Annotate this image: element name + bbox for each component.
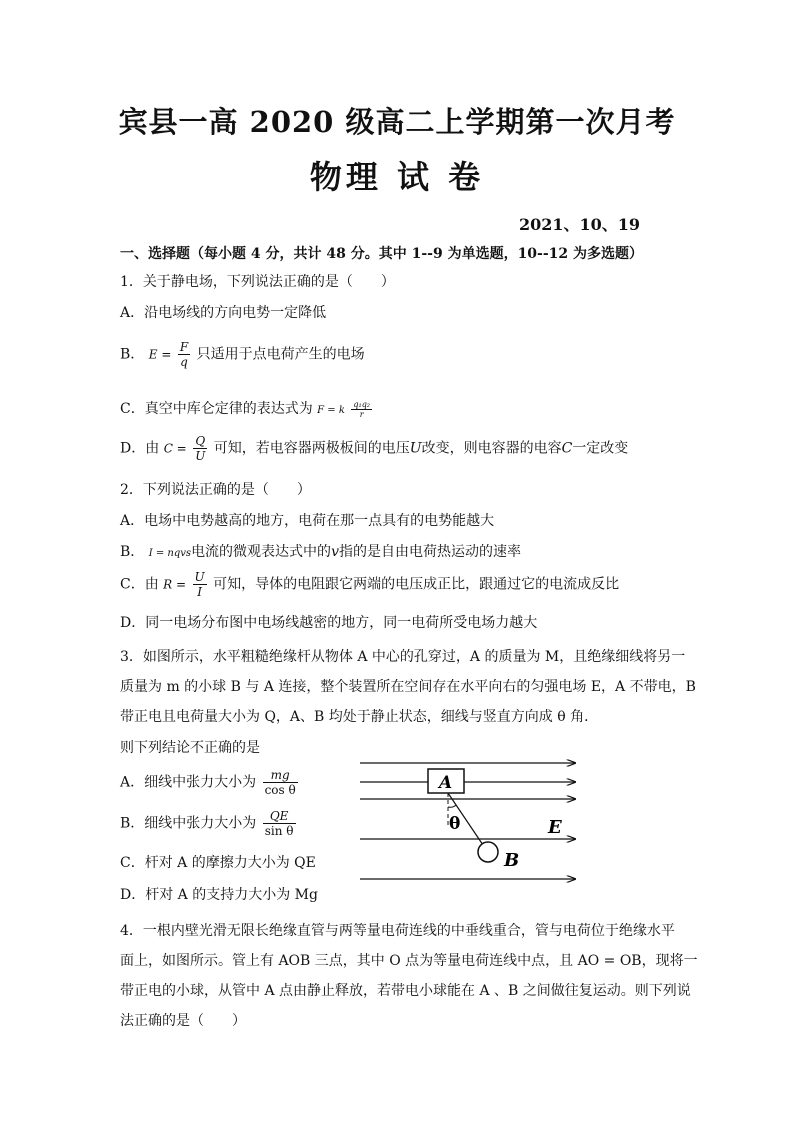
q3-a-numerator: mg bbox=[263, 768, 298, 783]
q2-b-prefix: B． bbox=[120, 544, 145, 560]
q2-c-fraction bbox=[193, 570, 207, 599]
q3-b-prefix: B．细线中张力大小为 bbox=[120, 815, 257, 832]
q1-option-b bbox=[120, 340, 365, 369]
q1-d-numerator: Q bbox=[193, 434, 207, 449]
q2-option-a: A．电场中电势越高的地方，电荷在那一点具有的电势能越大 bbox=[120, 513, 495, 529]
q2-c-suffix: 可知，导体的电阻跟它两端的电压成正比，跟通过它的电流成反比 bbox=[213, 576, 620, 593]
q1-c-fraction bbox=[351, 400, 372, 419]
q2-b-mid: 电流的微观表达式中的 bbox=[191, 544, 332, 560]
q3-figure bbox=[350, 755, 590, 890]
q3-a-prefix: A．细线中张力大小为 bbox=[120, 774, 257, 791]
q3-a-denominator: cos θ bbox=[264, 783, 296, 797]
q1-d-eq-lhs: C = bbox=[163, 441, 187, 456]
q1-stem: 1．关于静电场，下列说法正确的是（ ） bbox=[120, 274, 395, 290]
q1-b-denominator: q bbox=[180, 355, 188, 369]
section-heading: 一、选择题（每小题 4 分，共计 48 分。其中 1--9 为单选题，10--12 为多选题） bbox=[120, 246, 644, 262]
q3-option-a bbox=[120, 768, 300, 797]
q1-option-a: A．沿电场线的方向电势一定降低 bbox=[120, 305, 327, 321]
q3-stem-line3: 带正电且电荷量大小为 Q，A、B 均处于静止状态，细线与竖直方向成 θ 角． bbox=[120, 709, 599, 725]
q1-d-var-c: C bbox=[561, 440, 573, 457]
q1-d-suffix: 可知，若电容器两极板间的电压 bbox=[213, 440, 410, 457]
q2-option-d: D．同一电场分布图中电场线越密的地方，同一电荷所受电场力越大 bbox=[120, 615, 538, 631]
label-b: B bbox=[504, 850, 520, 871]
exam-date: 2021、10、19 bbox=[519, 215, 641, 234]
q1-d-prefix: D．由 bbox=[120, 440, 160, 457]
q2-c-eq-lhs: R = bbox=[163, 577, 187, 592]
q4-stem-line2: 面上，如图所示。管上有 AOB 三点，其中 O 点为等量电荷连线中点，且 AO = OB，现将一 bbox=[120, 953, 698, 969]
q1-b-prefix: B． bbox=[120, 346, 145, 363]
label-theta: θ bbox=[449, 814, 461, 834]
q1-option-c bbox=[120, 398, 374, 419]
q2-b-var-v: v bbox=[331, 544, 339, 560]
q2-stem: 2．下列说法正确的是（ ） bbox=[120, 482, 311, 498]
q1-b-suffix: 只适用于点电荷产生的电场 bbox=[196, 346, 365, 363]
q1-c-text: C．真空中库仑定律的表达式为 bbox=[120, 401, 313, 417]
q3-option-d: D．杆对 A 的支持力大小为 Mg bbox=[120, 887, 318, 903]
label-e: E bbox=[548, 817, 562, 838]
q2-option-b bbox=[120, 541, 521, 561]
angle-arc bbox=[448, 805, 456, 807]
q2-c-numerator: U bbox=[194, 570, 205, 584]
q2-b-eq: I = nqvs bbox=[148, 548, 192, 559]
q4-stem-line4: 法正确的是（ ） bbox=[120, 1013, 246, 1029]
q3-stem-line1: 3．如图所示，水平粗糙绝缘杆从物体 A 中心的孔穿过，A 的质量为 M，且绝缘细线将另一 bbox=[120, 649, 686, 665]
q2-b-end: 指的是自由电荷热运动的速率 bbox=[338, 544, 521, 560]
q1-d-denominator: U bbox=[195, 449, 206, 463]
q3-stem-line4: 则下列结论不正确的是 bbox=[120, 740, 260, 756]
exam-subject: 物理 试 卷 bbox=[309, 158, 485, 196]
exam-title: 宾县一高 2020 级高二上学期第一次月考 bbox=[118, 105, 676, 139]
q1-option-d bbox=[120, 434, 628, 463]
q1-c-denominator: r bbox=[359, 409, 364, 419]
q4-stem-line3: 带正电的小球，从管中 A 点由静止释放，若带电小球能在 A 、B 之间做往复运动。则下列说 bbox=[120, 983, 691, 999]
q3-option-c: C．杆对 A 的摩擦力大小为 QE bbox=[120, 855, 316, 871]
ball-b bbox=[478, 842, 498, 862]
q1-c-eq-lhs: F = k bbox=[317, 405, 345, 416]
q3-b-fraction bbox=[263, 809, 296, 838]
q3-option-b bbox=[120, 809, 298, 838]
q2-c-denominator: I bbox=[197, 585, 202, 599]
q1-b-fraction bbox=[178, 340, 190, 369]
q3-b-denominator: sin θ bbox=[264, 824, 294, 838]
q1-d-fraction bbox=[193, 434, 207, 463]
q1-d-var-u: U bbox=[409, 440, 422, 457]
q4-stem-line1: 4．一根内壁光滑无限长绝缘直管与两等量电荷连线的中垂线重合，管与电荷位于绝缘水平 bbox=[120, 923, 675, 939]
q1-d-mid: 改变，则电容器的电容 bbox=[421, 440, 562, 457]
label-a: A bbox=[439, 773, 453, 793]
q3-a-fraction bbox=[263, 768, 298, 797]
q3-stem-line2: 质量为 m 的小球 B 与 A 连接，整个装置所在空间存在水平向右的匀强电场 E，A 不带电，B bbox=[120, 679, 696, 695]
q1-d-end: 一定改变 bbox=[572, 440, 629, 457]
q1-c-numerator: q₁q₂ bbox=[353, 399, 371, 409]
q3-b-numerator: QE bbox=[263, 809, 296, 824]
q1-b-numerator: F bbox=[179, 340, 189, 354]
q1-b-eq-lhs: E = bbox=[148, 347, 172, 362]
q2-option-c bbox=[120, 570, 619, 599]
q2-c-prefix: C．由 bbox=[120, 576, 159, 593]
